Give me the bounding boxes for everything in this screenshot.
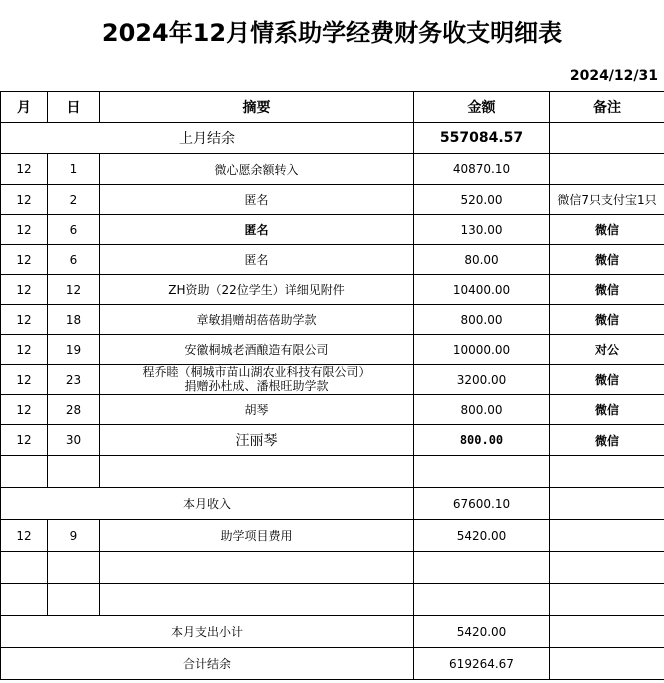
cell-day: 1 <box>48 154 100 185</box>
cell-amount: 130.00 <box>414 215 550 245</box>
header-day: 日 <box>48 92 100 123</box>
cell-month: 12 <box>1 395 48 425</box>
expense-total-label: 本月支出小计 <box>1 616 414 648</box>
cell-amount: 10400.00 <box>414 275 550 305</box>
cell-day: 6 <box>48 245 100 275</box>
header-month: 月 <box>1 92 48 123</box>
cell-summary: 汪丽琴 <box>100 425 414 456</box>
table-row <box>1 245 664 275</box>
summary-line-1: 程乔睦（桐城市苗山湖农业科技有限公司） <box>142 365 371 379</box>
balance-row <box>1 648 664 680</box>
cell-amount: 800.00 <box>414 395 550 425</box>
cell-amount: 800.00 <box>414 425 550 456</box>
balance-label: 合计结余 <box>1 648 414 680</box>
cell-summary: 胡琴 <box>100 395 414 425</box>
cell-month: 12 <box>1 275 48 305</box>
table-row <box>1 395 664 425</box>
balance-amount: 619264.67 <box>414 648 550 680</box>
cell-summary: ZH资助（22位学生）详细见附件 <box>100 275 414 305</box>
cell-day: 9 <box>48 520 100 552</box>
cell-month: 12 <box>1 215 48 245</box>
cell-day: 19 <box>48 335 100 365</box>
cell-day: 6 <box>48 215 100 245</box>
income-total-amount: 67600.10 <box>414 488 550 520</box>
report-date: 2024/12/31 <box>569 68 658 84</box>
cell-note <box>550 520 664 552</box>
table-row <box>1 335 664 365</box>
balance-note <box>550 648 664 680</box>
income-total-row <box>1 488 664 520</box>
table-row <box>1 275 664 305</box>
cell-summary: 助学项目费用 <box>100 520 414 552</box>
cell-summary: 章敏捐赠胡蓓蓓助学款 <box>100 305 414 335</box>
header-note: 备注 <box>550 92 664 123</box>
cell-note: 微信 <box>550 215 664 245</box>
cell-note: 微信7只支付宝1只 <box>550 185 664 215</box>
cell-note: 微信 <box>550 425 664 456</box>
expense-total-amount: 5420.00 <box>414 616 550 648</box>
summary-line-2: 捐赠孙杜成、潘根旺助学款 <box>184 379 329 393</box>
cell-note: 对公 <box>550 335 664 365</box>
cell-summary: 安徽桐城老酒酿造有限公司 <box>100 335 414 365</box>
table-row <box>1 215 664 245</box>
cell-month: 12 <box>1 335 48 365</box>
cell-note: 微信 <box>550 395 664 425</box>
cell-day: 23 <box>48 365 100 395</box>
empty-row <box>1 456 664 488</box>
cell-summary: 匿名 <box>100 185 414 215</box>
cell-note: 微信 <box>550 305 664 335</box>
empty-row <box>1 552 664 584</box>
ledger-table <box>0 91 664 680</box>
income-total-note <box>550 488 664 520</box>
header-amount: 金额 <box>414 92 550 123</box>
cell-summary: 匿名 <box>100 215 414 245</box>
cell-amount: 800.00 <box>414 305 550 335</box>
cell-note <box>550 154 664 185</box>
table-row <box>1 520 664 552</box>
cell-amount: 40870.10 <box>414 154 550 185</box>
cell-month: 12 <box>1 305 48 335</box>
cell-month: 12 <box>1 520 48 552</box>
cell-amount: 80.00 <box>414 245 550 275</box>
expense-total-row <box>1 616 664 648</box>
cell-month: 12 <box>1 365 48 395</box>
cell-day: 2 <box>48 185 100 215</box>
header-summary: 摘要 <box>100 92 414 123</box>
table-row <box>1 154 664 185</box>
empty-row <box>1 584 664 616</box>
table-row <box>1 185 664 215</box>
cell-summary: 微心愿余额转入 <box>100 154 414 185</box>
cell-month: 12 <box>1 245 48 275</box>
table-row <box>1 305 664 335</box>
cell-amount: 10000.00 <box>414 335 550 365</box>
carryover-label: 上月结余 <box>1 123 414 154</box>
cell-summary <box>100 365 414 395</box>
cell-amount: 5420.00 <box>414 520 550 552</box>
table-row <box>1 365 664 395</box>
income-total-label: 本月收入 <box>1 488 414 520</box>
cell-day: 12 <box>48 275 100 305</box>
cell-day: 28 <box>48 395 100 425</box>
cell-day: 18 <box>48 305 100 335</box>
cell-note: 微信 <box>550 275 664 305</box>
expense-total-note <box>550 616 664 648</box>
page-title: 2024年12月情系助学经费财务收支明细表 <box>101 18 563 47</box>
cell-amount: 520.00 <box>414 185 550 215</box>
carryover-amount: 557084.57 <box>414 123 550 154</box>
cell-month: 12 <box>1 154 48 185</box>
cell-month: 12 <box>1 185 48 215</box>
table-row <box>1 425 664 456</box>
carryover-note <box>550 123 664 154</box>
header-row <box>1 92 664 123</box>
cell-note: 微信 <box>550 245 664 275</box>
cell-amount: 3200.00 <box>414 365 550 395</box>
cell-month: 12 <box>1 425 48 456</box>
carryover-row <box>1 123 664 154</box>
cell-day: 30 <box>48 425 100 456</box>
cell-note: 微信 <box>550 365 664 395</box>
cell-summary: 匿名 <box>100 245 414 275</box>
